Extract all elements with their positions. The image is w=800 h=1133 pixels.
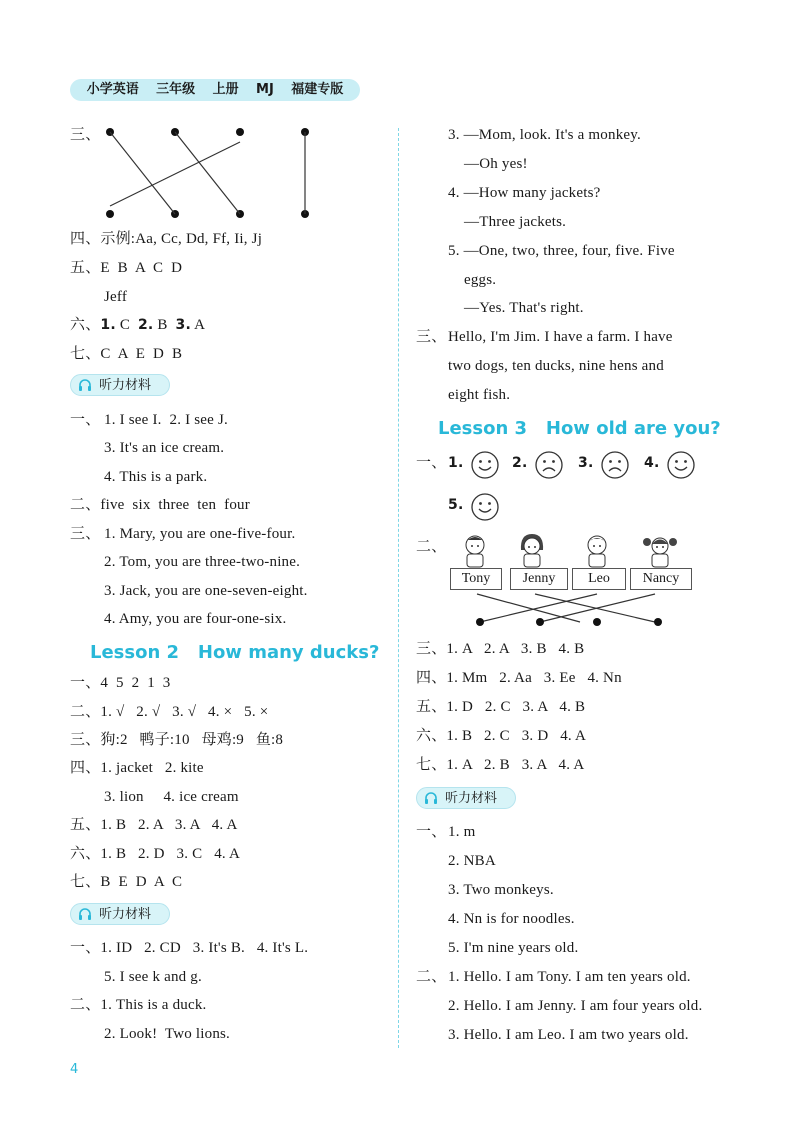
l3-line2: 2. Tom, you are three-two-nine. bbox=[104, 554, 301, 570]
p4: 四、1. Mm 2. Aa 3. Ee 4. Nn bbox=[416, 670, 622, 686]
r4-line1: 4. —How many jackets? bbox=[448, 185, 601, 201]
q1-line2: 2. NBA bbox=[448, 853, 496, 869]
sec3-num: 三、 bbox=[70, 127, 101, 143]
name-nancy: Nancy bbox=[630, 568, 692, 590]
l3-line1: 1. Mary, you are one-five-four. bbox=[104, 526, 296, 542]
r-sec3-line1: Hello, I'm Jim. I have a farm. I have bbox=[448, 329, 673, 345]
header-subject: 小学英语 bbox=[86, 82, 139, 97]
q1-line5: 5. I'm nine years old. bbox=[448, 940, 579, 956]
listening-tag-3: 听力材料 bbox=[416, 787, 516, 809]
l2: 二、five six three ten four bbox=[70, 497, 250, 513]
headphones-icon bbox=[424, 792, 438, 805]
m4: 四、1. jacket 2. kite bbox=[70, 760, 204, 776]
headphones-icon bbox=[78, 908, 92, 921]
faces-num: 一、 bbox=[416, 455, 447, 471]
book-header bbox=[70, 79, 360, 101]
happy-face-icon bbox=[666, 450, 696, 480]
r5-line3: —Yes. That's right. bbox=[464, 300, 584, 316]
boy-tony-illustration bbox=[458, 532, 492, 568]
l3-line3: 3. Jack, you are one-seven-eight. bbox=[104, 583, 308, 599]
m7: 七、B E D A C bbox=[70, 874, 183, 890]
m1: 一、4 5 2 1 3 bbox=[70, 675, 171, 691]
m4-line2: 3. lion 4. ice cream bbox=[104, 789, 239, 805]
r3-line1: 3. —Mom, look. It's a monkey. bbox=[448, 127, 641, 143]
face-label-4: 4. bbox=[644, 455, 660, 471]
p6: 六、1. B 2. C 3. D 4. A bbox=[416, 728, 587, 744]
l1-line3: 4. This is a park. bbox=[104, 469, 208, 485]
l1-num: 一、 bbox=[70, 412, 101, 428]
name-leo: Leo bbox=[572, 568, 626, 590]
m5: 五、1. B 2. A 3. A 4. A bbox=[70, 817, 238, 833]
m3: 三、狗:2 鸭子:10 母鸡:9 鱼:8 bbox=[70, 732, 284, 748]
face-label-5: 5. bbox=[448, 497, 464, 513]
face-label-3: 3. bbox=[578, 455, 594, 471]
q1-line3: 3. Two monkeys. bbox=[448, 882, 554, 898]
r5-line2: eggs. bbox=[464, 272, 497, 288]
listening-tag-2: 听力材料 bbox=[70, 903, 170, 925]
q2-num: 二、 bbox=[416, 969, 447, 985]
header-volume: 上册 bbox=[212, 82, 239, 97]
r-sec3-num: 三、 bbox=[416, 329, 447, 345]
r3-line2: —Oh yes! bbox=[464, 156, 528, 172]
face-label-2: 2. bbox=[512, 455, 528, 471]
column-divider bbox=[398, 128, 399, 1048]
q1-line4: 4. Nn is for noodles. bbox=[448, 911, 575, 927]
r4-line2: —Three jackets. bbox=[464, 214, 567, 230]
n1-line2: 5. I see k and g. bbox=[104, 969, 202, 985]
sec4: 四、示例:Aa, Cc, Dd, Ff, Ii, Jj bbox=[70, 231, 263, 247]
header-edition: MJ bbox=[256, 82, 274, 97]
p3: 三、1. A 2. A 3. B 4. B bbox=[416, 641, 585, 657]
name-tony: Tony bbox=[450, 568, 502, 590]
sec5-line2: Jeff bbox=[104, 289, 128, 305]
happy-face-icon bbox=[470, 492, 500, 522]
q2-line1: 1. Hello. I am Tony. I am ten years old. bbox=[448, 969, 691, 985]
girl-jenny-illustration bbox=[515, 532, 549, 568]
n1: 一、1. ID 2. CD 3. It's B. 4. It's L. bbox=[70, 940, 309, 956]
sad-face-icon bbox=[534, 450, 564, 480]
names-num: 二、 bbox=[416, 539, 447, 555]
n2-line2: 2. Look! Two lions. bbox=[104, 1026, 231, 1042]
lesson3-title: Lesson 3 How old are you? bbox=[438, 418, 721, 439]
page-number: 4 bbox=[70, 1062, 79, 1077]
m2: 二、1. √ 2. √ 3. √ 4. × 5. × bbox=[70, 704, 269, 720]
sec6: 六、1. C 2. B 3. A bbox=[70, 317, 206, 333]
q2-line2: 2. Hello. I am Jenny. I am four years old. bbox=[448, 998, 703, 1014]
header-grade: 三年级 bbox=[156, 82, 196, 97]
n2: 二、1. This is a duck. bbox=[70, 997, 207, 1013]
boy-leo-illustration bbox=[580, 532, 614, 568]
happy-face-icon bbox=[470, 450, 500, 480]
l3-line4: 4. Amy, you are four-one-six. bbox=[104, 611, 287, 627]
q1-num: 一、 bbox=[416, 824, 447, 840]
face-label-1: 1. bbox=[448, 455, 464, 471]
header-region: 福建专版 bbox=[291, 82, 344, 97]
listening-tag-1: 听力材料 bbox=[70, 374, 170, 396]
age-matching-lines bbox=[460, 590, 680, 630]
sec7: 七、C A E D B bbox=[70, 346, 183, 362]
q1-line1: 1. m bbox=[448, 824, 476, 840]
matching-diagram bbox=[100, 124, 320, 224]
l1-line1: 1. I see I. 2. I see J. bbox=[104, 412, 228, 428]
sad-face-icon bbox=[600, 450, 630, 480]
r-sec3-line3: eight fish. bbox=[448, 387, 511, 403]
lesson2-title: Lesson 2 How many ducks? bbox=[90, 642, 380, 663]
headphones-icon bbox=[78, 379, 92, 392]
r-sec3-line2: two dogs, ten ducks, nine hens and bbox=[448, 358, 664, 374]
p7: 七、1. A 2. B 3. A 4. A bbox=[416, 757, 585, 773]
m6: 六、1. B 2. D 3. C 4. A bbox=[70, 846, 241, 862]
sec5: 五、E B A C D bbox=[70, 260, 183, 276]
r5-line1: 5. —One, two, three, four, five. Five bbox=[448, 243, 675, 259]
l3-num: 三、 bbox=[70, 526, 101, 542]
p5: 五、1. D 2. C 3. A 4. B bbox=[416, 699, 586, 715]
name-jenny: Jenny bbox=[510, 568, 568, 590]
l1-line2: 3. It's an ice cream. bbox=[104, 440, 225, 456]
girl-nancy-illustration bbox=[640, 532, 680, 568]
q2-line3: 3. Hello. I am Leo. I am two years old. bbox=[448, 1027, 689, 1043]
